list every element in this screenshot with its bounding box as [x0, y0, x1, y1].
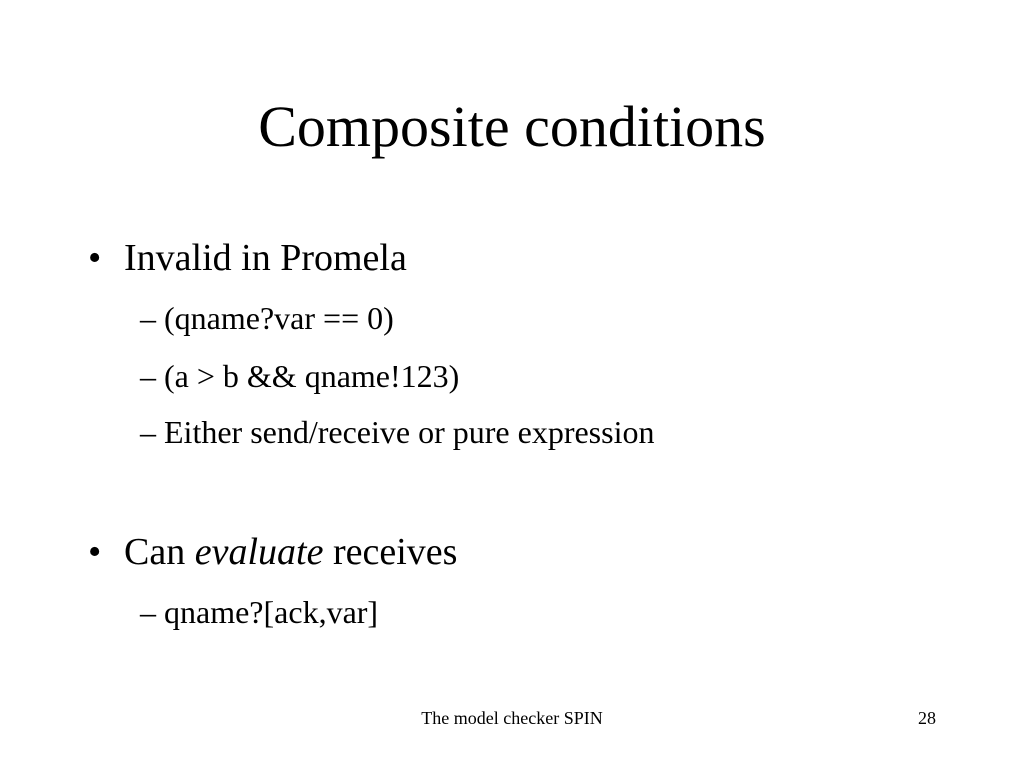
subitem-a-gt-b: – (a > b && qname!123)	[140, 358, 460, 394]
bullet-text-after: receives	[323, 531, 458, 573]
subitem-qname-ack-var: – qname?[ack,var]	[140, 594, 379, 630]
subitem-qname-var: – (qname?var == 0)	[140, 300, 394, 336]
bullet-text-before: Can	[124, 531, 195, 573]
bullet-can-evaluate-receives	[88, 533, 457, 571]
bullet-marker: •	[88, 531, 102, 573]
slide-title: Composite conditions	[258, 94, 766, 159]
subitem-either-send-receive: – Either send/receive or pure expression	[140, 414, 655, 450]
footer-title: The model checker SPIN	[421, 708, 603, 728]
bullet-marker: •	[88, 237, 102, 279]
bullet-text: Invalid in Promela	[124, 237, 407, 279]
bullet-invalid-in-promela	[88, 239, 407, 277]
page-number: 28	[918, 708, 936, 728]
bullet-text-emphasis: evaluate	[194, 531, 324, 573]
